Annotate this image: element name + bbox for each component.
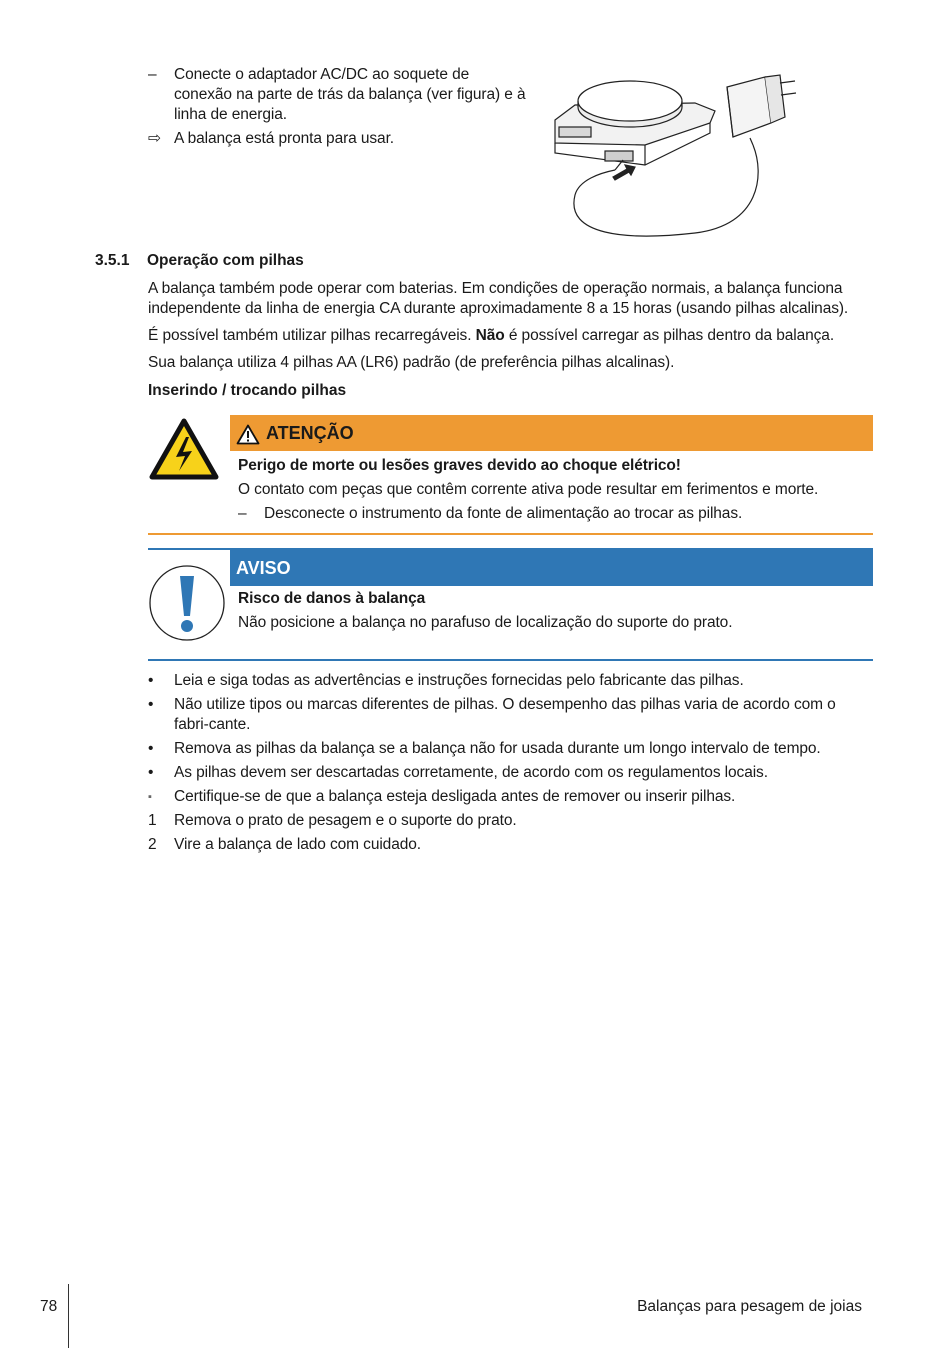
battery-steps [148, 671, 873, 859]
electric-shock-icon [148, 415, 228, 490]
paragraph-text: é possível carregar as pilhas dentro da balança. [504, 327, 835, 344]
section-title: Operação com pilhas [147, 252, 304, 269]
balance-adapter-figure [545, 65, 805, 245]
attention-step: Desconecte o instrumento da fonte de alimentação ao trocar as pilhas. [264, 505, 743, 522]
subheading: Inserindo / trocando pilhas [148, 382, 347, 399]
dash-marker: – [148, 66, 157, 83]
step-text: Remova as pilhas da balança se a balança não for usada durante um longo intervalo de tempo. [174, 740, 821, 757]
notice-bottom-rule [148, 659, 873, 661]
step-text: Não utilize tipos ou marcas diferentes de pilhas. O desempenho das pilhas varia de acordo com o fabri-cante. [174, 696, 836, 733]
notice-title: Risco de danos à balança [238, 590, 426, 607]
list-item [148, 811, 873, 831]
bullet-marker: • [148, 672, 154, 689]
balance-illustration [545, 65, 805, 245]
step-text: As pilhas devem ser descartadas corretamente, de acordo com os regulamentos locais. [174, 764, 768, 781]
emphasis-text: Não [475, 327, 505, 344]
step-text: Remova o prato de pesagem e o suporte do prato. [174, 812, 517, 829]
notice-content [238, 589, 873, 637]
list-item [148, 835, 873, 855]
adapter-steps [148, 65, 528, 153]
notice-box [148, 548, 873, 661]
list-item [148, 739, 873, 759]
attention-bottom-rule [148, 533, 873, 535]
footer-divider [68, 1284, 69, 1348]
list-item [148, 695, 873, 735]
step-text: Conecte o adaptador AC/DC ao soquete de conexão na parte de trás da balança (ver figura) e à linha de energia. [174, 66, 526, 123]
attention-box [148, 415, 873, 535]
bullet-marker: • [148, 696, 154, 713]
page-number: 78 [40, 1298, 58, 1315]
paragraph: A balança também pode operar com baterias. Em condições de operação normais, a balança funciona independente da linha de energia CA durante aproximadamente 8 a 15 horas (usando pilhas alcalinas). [148, 280, 849, 317]
warning-triangle-icon [236, 424, 260, 445]
section-heading [95, 252, 304, 270]
dash-marker: – [238, 505, 247, 522]
result-arrow-icon: ⇨ [148, 130, 161, 147]
paragraph-text: É possível também utilizar pilhas recarregáveis. [148, 327, 476, 344]
notice-header: AVISO [230, 550, 873, 586]
list-item [148, 129, 528, 149]
bullet-marker: • [148, 764, 154, 781]
step-text: Vire a balança de lado com cuidado. [174, 836, 421, 853]
list-item [148, 787, 873, 807]
exclamation-icon [148, 564, 228, 647]
step-text: Leia e siga todas as advertências e instruções fornecidas pelo fabricante das pilhas. [174, 672, 744, 689]
list-item [148, 671, 873, 691]
notice-text: Não posicione a balança no parafuso de localização do suporte do prato. [238, 614, 733, 631]
attention-title: Perigo de morte ou lesões graves devido ao choque elétrico! [238, 457, 681, 474]
bullet-marker: • [148, 740, 154, 757]
section-body [148, 279, 873, 380]
step-number: 1 [148, 812, 157, 829]
paragraph: Sua balança utiliza 4 pilhas AA (LR6) padrão (de preferência pilhas alcalinas). [148, 354, 675, 371]
step-text: Certifique-se de que a balança esteja desligada antes de remover ou inserir pilhas. [174, 788, 736, 805]
step-text: A balança está pronta para usar. [174, 130, 394, 147]
footer-title: Balanças para pesagem de joias [637, 1298, 862, 1315]
paragraph [148, 326, 873, 346]
attention-label: ATENÇÃO [266, 423, 354, 443]
precondition-marker: ▪ [148, 791, 152, 803]
section-number: 3.5.1 [95, 252, 130, 269]
attention-header [230, 415, 873, 451]
attention-content [238, 456, 873, 528]
list-item [238, 504, 873, 524]
list-item [148, 65, 528, 125]
step-number: 2 [148, 836, 157, 853]
attention-text: O contato com peças que contêm corrente ativa pode resultar em ferimentos e morte. [238, 481, 819, 498]
list-item [148, 763, 873, 783]
